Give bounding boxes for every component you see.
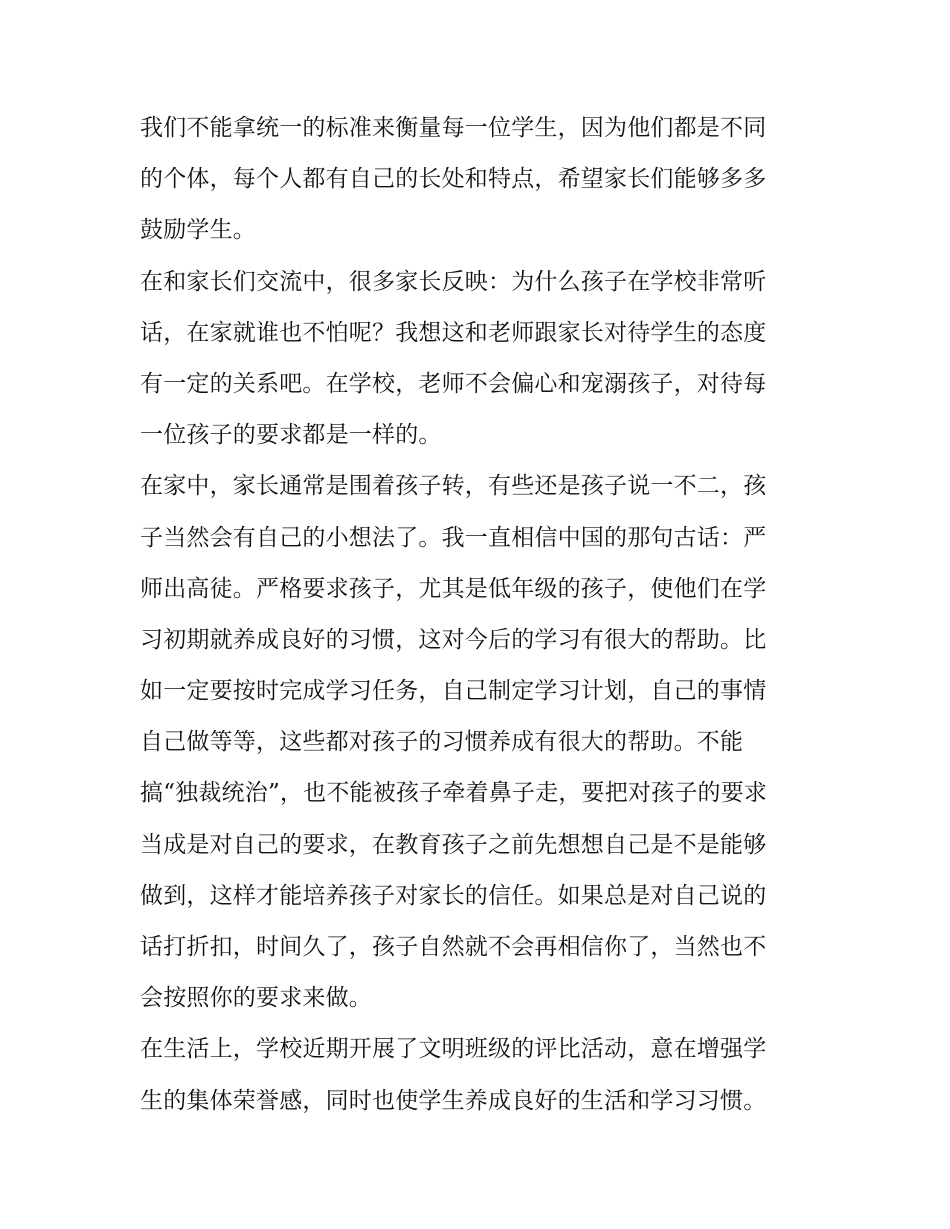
text-line: 的个体，每个人都有自己的长处和特点，希望家长们能够多多 <box>140 166 767 193</box>
text-line: 会按照你的要求来做。 <box>140 985 372 1012</box>
text-line: 话打折扣，时间久了，孩子自然就不会再相信你了，当然也不 <box>140 934 767 960</box>
text-line: 在生活上，学校近期开展了文明班级的评比活动，意在增强学 <box>140 1036 767 1063</box>
text-line: 鼓励学生。 <box>140 217 256 244</box>
text-line: 如一定要按时完成学习任务，自己制定学习计划，自己的事情 <box>140 678 767 705</box>
text-line: 在和家长们交流中，很多家长反映：为什么孩子在学校非常听 <box>140 268 767 295</box>
text-line: 话，在家就谁也不怕呢？我想这和老师跟家长对待学生的态度 <box>140 319 767 346</box>
text-line: 做到，这样才能培养孩子对家长的信任。如果总是对自己说的 <box>140 882 767 909</box>
text-line: 习初期就养成良好的习惯，这对今后的学习有很大的帮助。比 <box>140 626 767 653</box>
text-line: 在家中，家长通常是围着孩子转，有些还是孩子说一不二，孩 <box>140 473 767 500</box>
document-body <box>140 103 820 1127</box>
text-line: 子当然会有自己的小想法了。我一直相信中国的那句古话：严 <box>140 524 767 551</box>
text-line: 有一定的关系吧。在学校，老师不会偏心和宠溺孩子，对待每 <box>140 370 767 397</box>
text-line: 搞“独裁统治”，也不能被孩子牵着鼻子走，要把对孩子的要求 <box>140 780 768 807</box>
text-line: 生的集体荣誉感，同时也使学生养成良好的生活和学习习惯。 <box>140 1087 767 1114</box>
text-line: 当成是对自己的要求，在教育孩子之前先想想自己是不是能够 <box>140 831 767 858</box>
text-line: 我们不能拿统一的标准来衡量每一位学生，因为他们都是不同 <box>140 115 767 141</box>
text-line: 师出高徒。严格要求孩子，尤其是低年级的孩子，使他们在学 <box>140 575 767 602</box>
text-line: 一位孩子的要求都是一样的。 <box>140 422 442 449</box>
text-line: 自己做等等，这些都对孩子的习惯养成有很大的帮助。不能 <box>140 729 744 756</box>
